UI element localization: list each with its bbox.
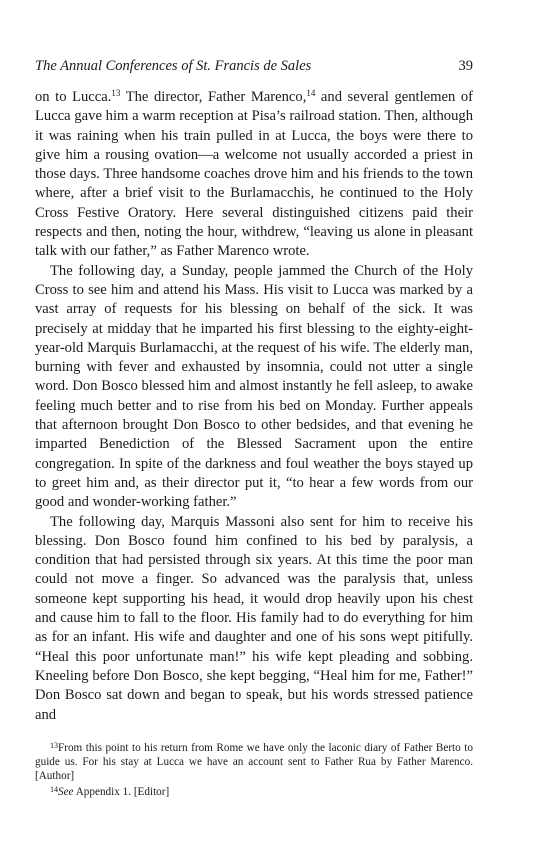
footnote-14-text: Appendix 1. [Editor]: [73, 786, 170, 798]
footnote-14: [35, 783, 473, 799]
running-title: The Annual Conferences of St. Francis de Sales: [35, 58, 312, 74]
running-head: [35, 56, 473, 76]
footnotes: [35, 739, 473, 799]
paragraph-1-end: and several gentlemen of Lucca gave him a warm reception at Pisa’s railroad station. Then, although it was raining when his train pulled in at Lucca, the boys were there to give him a rousing ovation—a welcome not usually accorded a priest in those days. Three handsome coaches drove him and his friends to the town where, after a brief visit to the Burlamacchis, he continued to the Holy Cross Festive Oratory. Here several distinguished citizens paid their respects and then, noting the hour, withdrew, “leaving us alone in pleasant talk with our father,” as Father Marenco wrote.: [35, 89, 473, 260]
footnote-ref-13: 13: [111, 88, 121, 98]
paragraph-1-middle: The director, Father Marenco,: [120, 89, 307, 105]
footnote-ref-14: 14: [306, 88, 316, 98]
footnote-13-mark: 13: [50, 741, 58, 750]
footnote-13: [35, 739, 473, 783]
footnote-14-see: See: [58, 786, 74, 798]
paragraph-1: [35, 88, 473, 262]
paragraph-1-start: on to Lucca.: [35, 89, 112, 105]
body-text: [35, 88, 473, 725]
footnote-13-text: From this point to his return from Rome we have only the laconic diary of Father Berto to guide us. For his stay at Lucca we have an account sent to Father Rua by Father Marenco. [Author]: [35, 742, 473, 782]
footnote-14-mark: 14: [50, 785, 58, 794]
paragraph-2: The following day, a Sunday, people jammed the Church of the Holy Cross to see him and attend his Mass. His visit to Lucca was marked by a vast array of requests for his blessing on behalf of the sick. It was precisely at midday that he imparted his first blessing to the eighty-eight-year-old Marquis Burlamacchi, at the request of his wife. The elderly man, burning with fever and exhausted by insomnia, could not utter a single word. Don Bosco blessed him and almost instantly he fell asleep, to awake feeling much better and to rise from his bed on Monday. Further appeals that afternoon brought Don Bosco to other bedsides, and that evening he imparted Benediction of the Blessed Sacrament upon the entire congregation. In spite of the darkness and foul weather the boys stayed up to greet him and, as their director put it, “to hear a few words from our good and wonder-working father.”: [35, 262, 473, 511]
paragraph-3: The following day, Marquis Massoni also sent for him to receive his blessing. Don Bosco found him confined to his bed by paralysis, a condition that had persisted through six years. At this time the poor man could not move a finger. So advanced was the paralysis that, unless someone kept supporting his head, it would drop heavily upon his chest and cause him to fall to the floor. His family had to do everything for him as for an infant. His wife and daughter and one of his sons wept pitifully. “Heal this poor unfortunate man!” his wife kept pleading and sobbing. Kneeling before Don Bosco, she kept begging, “Heal him for me, Father!” Don Bosco sat down and began to speak, but his words stressed patience and: [35, 513, 473, 723]
page-number: 39: [458, 58, 473, 74]
